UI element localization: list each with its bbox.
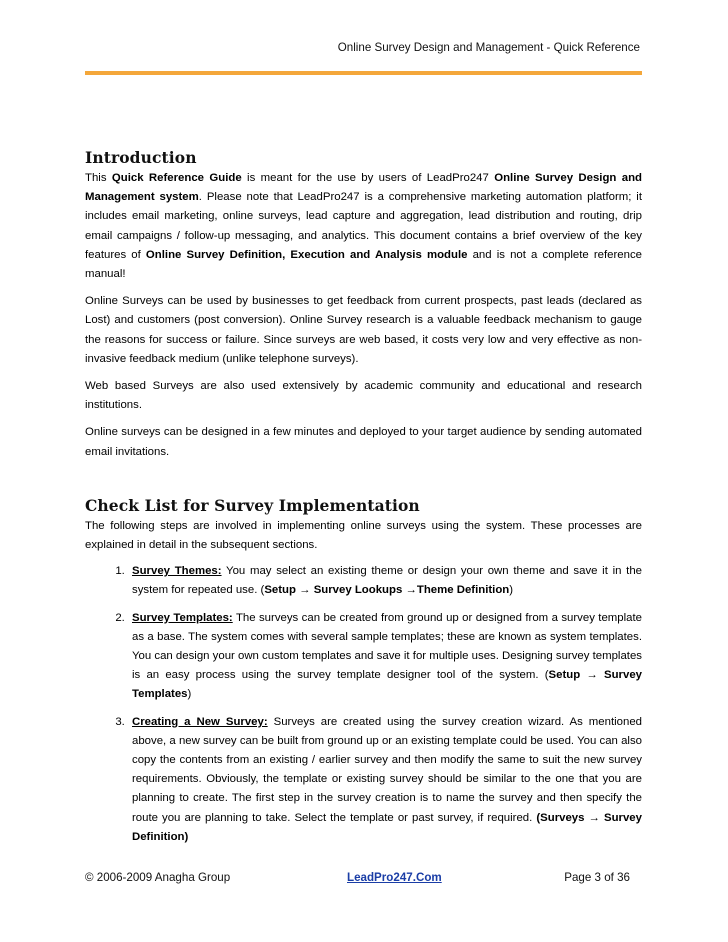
step-title: Survey Templates:: [132, 611, 233, 624]
footer-page-number: Page 3 of 36: [564, 871, 630, 884]
header-rule: [85, 71, 642, 75]
checklist-lead: The following steps are involved in implementing online surveys using the system. These processes are explained in detail in the subsequent sections.: [85, 519, 642, 552]
intro-paragraph-1: [85, 169, 642, 284]
checklist-heading: Check List for Survey Implementation: [85, 495, 420, 515]
page-content: [85, 148, 642, 855]
checklist-section: [85, 496, 642, 847]
step-close: ): [509, 584, 514, 597]
intro-p1-text-4: and is not a complete reference manual!: [85, 248, 642, 281]
step-menu-path: Setup → Survey Templates: [132, 669, 642, 701]
step-text: You may select an existing theme or design your own theme and save it in the system for repeated use. (: [132, 565, 642, 597]
step-title: Creating a New Survey:: [132, 715, 268, 728]
intro-p1-bold-1: Quick Reference Guide: [111, 172, 242, 184]
intro-p1-bold-3: Online Survey Definition, Execution and Analysis module: [145, 248, 468, 261]
step-close: ): [187, 688, 192, 701]
intro-p1-text-1: This: [85, 172, 112, 184]
step-text: The surveys can be created from ground up or designed from a survey template as a base. The system comes with several sample templates; these are known as system templates. You can design your own custom templates and save it for multiple uses. Designing survey templates is an easy process using the survey template designer tool of the system. (: [132, 611, 643, 682]
intro-p1-text-2: is meant for the use by users of LeadPro247: [241, 172, 495, 184]
footer-site-link[interactable]: LeadPro247.Com: [347, 871, 442, 884]
intro-paragraph-4: Online surveys can be designed in a few minutes and deployed to your target audience by sending automated email invitations.: [85, 426, 642, 458]
list-item: [128, 562, 642, 600]
list-item: [128, 609, 642, 705]
intro-p1-text-3: . Please note that LeadPro247 is a comprehensive marketing automation platform; it includes email marketing, online surveys, lead capture and aggregation, lead distribution and routing, drip email campaigns / follow-up messaging, and analytics. This document contains a brief overview of the key features of: [85, 191, 642, 261]
introduction-section: [85, 148, 642, 462]
footer-copyright: © 2006-2009 Anagha Group: [85, 871, 231, 884]
step-title: Survey Themes:: [132, 565, 222, 578]
step-text: Surveys are created using the survey creation wizard. As mentioned above, a new survey can be built from ground up or an existing template could be used. You can also copy the contents from an existing / earlier survey and then modify the same to suit the new survey requirements. Obviously, the template or existing survey should be similar to the one that you are planning to create. The first step in the survey creation is to name the survey and then specify the route you are planning to take. Select the template or past survey, if required.: [132, 715, 642, 824]
list-item: [128, 713, 642, 847]
step-menu-path: (Surveys → Survey Definition): [132, 811, 642, 843]
introduction-heading: Introduction: [85, 148, 197, 167]
intro-paragraph-2: Online Surveys can be used by businesses to get feedback from current prospects, past leads (declared as Lost) and customers (post conversion). Online Survey research is a valuable feedback mechanism to gauge the reasons for success or failure. Since surveys are web based, it costs very low and very effective as non-invasive feedback medium (unlike telephone surveys).: [85, 295, 642, 365]
running-header: Online Survey Design and Management - Quick Reference: [337, 41, 640, 54]
intro-p1-bold-2: Online Survey Design and Management system: [85, 172, 643, 204]
checklist-steps: [85, 562, 642, 847]
intro-paragraph-3: Web based Surveys are also used extensively by academic community and educational and research institutions.: [85, 380, 642, 412]
step-menu-path: Setup → Survey Lookups →Theme Definition: [264, 584, 510, 597]
